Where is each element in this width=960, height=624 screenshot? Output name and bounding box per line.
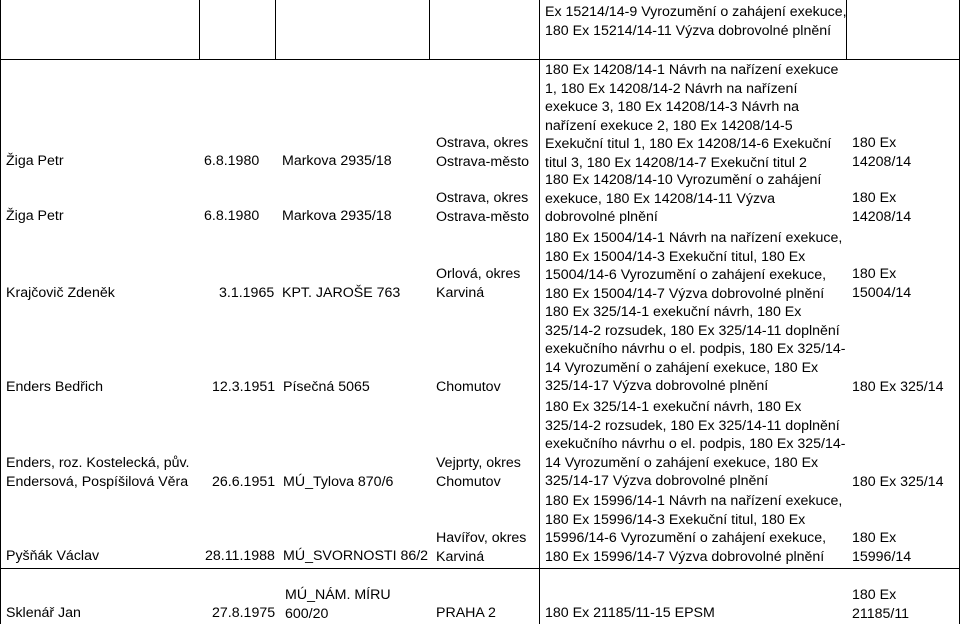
case-number: 180 Ex 21185/11	[852, 587, 910, 622]
place: Ostrava, okres Ostrava-město	[436, 135, 530, 170]
description: 180 Ex 15004/14-1 Návrh na nařízení exekuce, 180 Ex 15004/14-3 Exekuční titul, 180 Ex 15004/14-6 Vyrozumění o zahájení exekuce, 180 Ex 15004/14-7 Výzva dobrovolné plnění	[545, 230, 843, 302]
place: Orlová, okres Karviná	[436, 266, 521, 301]
address: Markova 2935/18	[282, 153, 392, 169]
person-name: Enders, roz. Kostelecká, pův. Endersová, Pospíšilová Věra	[6, 455, 190, 490]
place: Havířov, okres Karviná	[436, 530, 527, 565]
birth-date: 6.8.1980	[204, 153, 260, 169]
column-divider	[429, 0, 430, 60]
top-description: Ex 15214/14-9 Vyrozumění o zahájení exekuce, 180 Ex 15214/14-11 Výzva dobrovolné plnění	[545, 4, 847, 39]
case-number: 180 Ex 15004/14	[852, 266, 912, 301]
case-number: 180 Ex 325/14	[852, 474, 944, 490]
birth-date: 27.8.1975	[212, 605, 276, 621]
description: 180 Ex 325/14-1 exekuční návrh, 180 Ex 325/14-2 rozsudek, 180 Ex 325/14-11 doplnění exekučního návrhu o el. podpis, 180 Ex 325/14- 14 Vyrozumění o zahájení exekuce, 180 Ex 325/14-17 Výzva dobrovolné plnění	[545, 399, 846, 489]
person-name: Pyšňák Václav	[6, 548, 100, 564]
column-divider	[199, 0, 200, 60]
case-number: 180 Ex 15996/14	[852, 530, 912, 565]
place: Ostrava, okres Ostrava-město	[436, 190, 530, 225]
case-number: 180 Ex 325/14	[852, 379, 944, 395]
case-number: 180 Ex 14208/14	[852, 190, 912, 225]
place: PRAHA 2	[436, 605, 496, 621]
column-divider	[275, 0, 276, 60]
case-number: 180 Ex 14208/14	[852, 135, 912, 170]
birth-date: 28.11.1988	[205, 548, 275, 564]
row-divider	[0, 568, 960, 569]
address: MÚ_NÁM. MÍRU 600/20	[285, 587, 391, 622]
column-divider	[0, 0, 1, 624]
description: 180 Ex 21185/11-15 EPSM	[545, 605, 715, 621]
birth-date: 26.6.1951	[212, 474, 276, 490]
birth-date: 3.1.1965	[219, 285, 275, 301]
address: MÚ_SVORNOSTI 86/2	[283, 548, 429, 564]
person-name: Sklenář Jan	[6, 605, 81, 621]
description: 180 Ex 325/14-1 exekuční návrh, 180 Ex 325/14-2 rozsudek, 180 Ex 325/14-11 doplnění exekučního návrhu o el. podpis, 180 Ex 325/14- 14 Vyrozumění o zahájení exekuce, 180 Ex 325/14-17 Výzva dobrovolné plnění	[545, 304, 846, 394]
description: 180 Ex 14208/14-1 Návrh na nařízení exekuce 1, 180 Ex 14208/14-2 Návrh na nařízení exekuce 3, 180 Ex 14208/14-3 Návrh na nařízení exekuce 2, 180 Ex 14208/14-5 Exekuční titul 1, 180 Ex 14208/14-6 Exekuční titul 3, 180 Ex 14208/14-7 Exekuční titul 2	[545, 62, 839, 171]
place: Chomutov	[436, 379, 501, 395]
description: 180 Ex 15996/14-1 Návrh na nařízení exekuce, 180 Ex 15996/14-3 Exekuční titul, 180 Ex 15996/14-6 Vyrozumění o zahájení exekuce, 180 Ex 15996/14-7 Výzva dobrovolné plnění	[545, 493, 843, 565]
person-name: Žiga Petr	[6, 208, 64, 224]
address: MÚ_Tylova 870/6	[283, 474, 394, 490]
person-name: Žiga Petr	[6, 153, 64, 169]
address: Písečná 5065	[283, 379, 370, 395]
person-name: Enders Bedřich	[6, 379, 103, 395]
address: Markova 2935/18	[282, 208, 392, 224]
person-name: Krajčovič Zdeněk	[6, 285, 115, 301]
column-divider	[539, 0, 540, 624]
birth-date: 6.8.1980	[204, 208, 260, 224]
address: KPT. JAROŠE 763	[282, 285, 401, 301]
description: 180 Ex 14208/14-10 Vyrozumění o zahájení exekuce, 180 Ex 14208/14-11 Výzva dobrovolné plnění	[545, 172, 822, 225]
row-divider	[0, 59, 960, 60]
place: Vejprty, okres Chomutov	[436, 455, 521, 490]
birth-date: 12.3.1951	[212, 379, 276, 395]
